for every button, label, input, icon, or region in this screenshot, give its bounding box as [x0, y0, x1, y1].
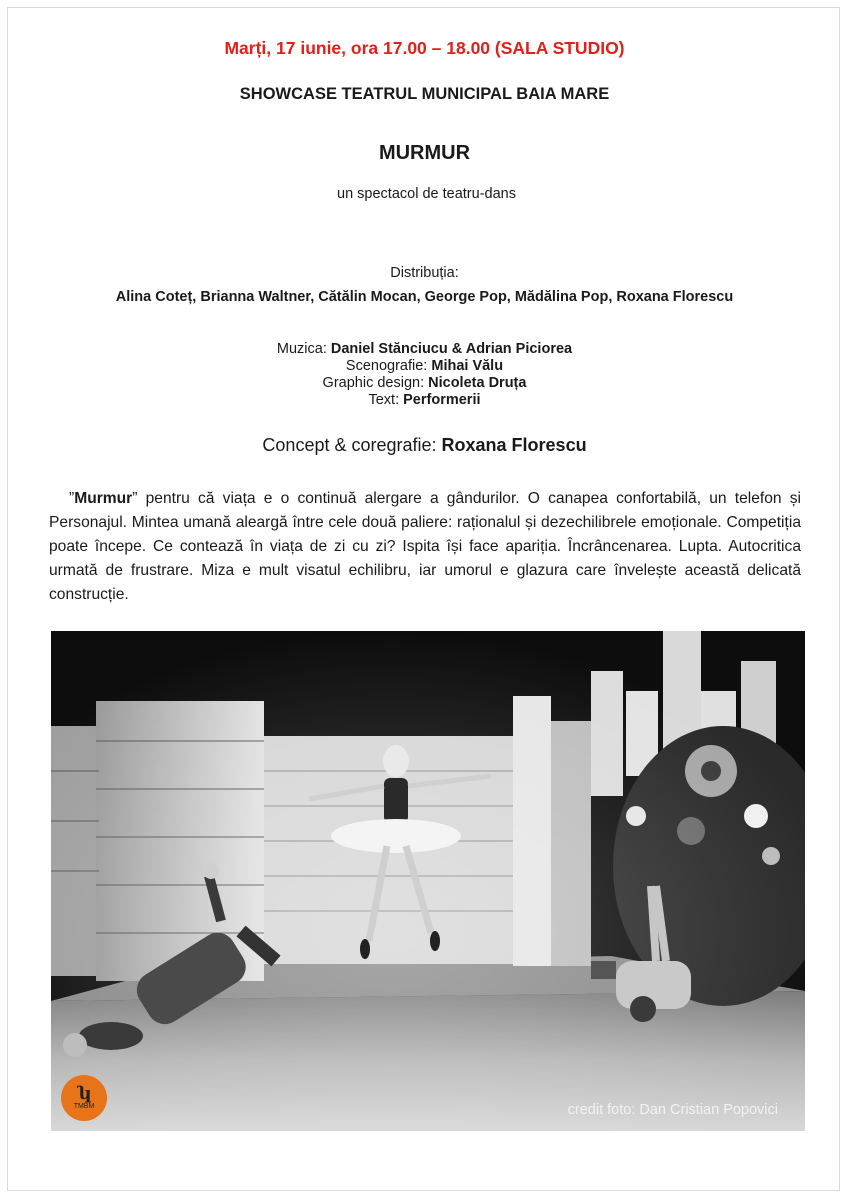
event-date: Marți, 17 iunie, ora 17.00 – 18.00 (SALA STUDIO) [224, 38, 625, 58]
credits-block [0, 341, 849, 409]
show-subtitle: un spectacol de teatru-dans [337, 186, 516, 202]
show-title: MURMUR [378, 142, 471, 164]
show-description: ”Murmur” pentru că viața e o continuă alergare a gândurilor. O canapea confortabilă, un telefon și Personajul. Mintea umană aleargă între cele două paliere: raționalul și dezechilibrele emoționale. Competiția poate începe. Ce contează în viața de zi cu zi? Ispita își face apariția. Încrâncenarea. Lupta. Autocritica urmată de frustrare. Miza e mult visatul echilibru, iar umorul e glazura care învelește această delicată construcție. [49, 490, 801, 603]
concept-credit: Concept & coregrafie: Roxana Florescu [262, 435, 587, 455]
photo-credit: credit foto: Dan Cristian Popovici [567, 1102, 778, 1118]
tmbm-logo-text: TMBM [73, 1103, 95, 1110]
tmbm-logo-mark: ʮ [78, 1083, 90, 1104]
tmbm-logo [61, 1075, 107, 1121]
performance-photo [51, 631, 805, 1131]
credit-text: Text: Performerii [368, 392, 481, 408]
stage-illustration [51, 631, 805, 1131]
credit-graphic-design: Graphic design: Nicoleta Druța [322, 375, 527, 391]
showcase-heading: SHOWCASE TEATRUL MUNICIPAL BAIA MARE [239, 85, 610, 103]
credit-music: Muzica: Daniel Stănciucu & Adrian Piciorea [276, 341, 573, 357]
cast-names: Alina Coteț, Brianna Waltner, Cătălin Mocan, George Pop, Mădălina Pop, Roxana Florescu [115, 289, 734, 305]
cast-label: Distribuția: [390, 265, 459, 281]
credit-scenography: Scenografie: Mihai Vălu [345, 358, 504, 374]
